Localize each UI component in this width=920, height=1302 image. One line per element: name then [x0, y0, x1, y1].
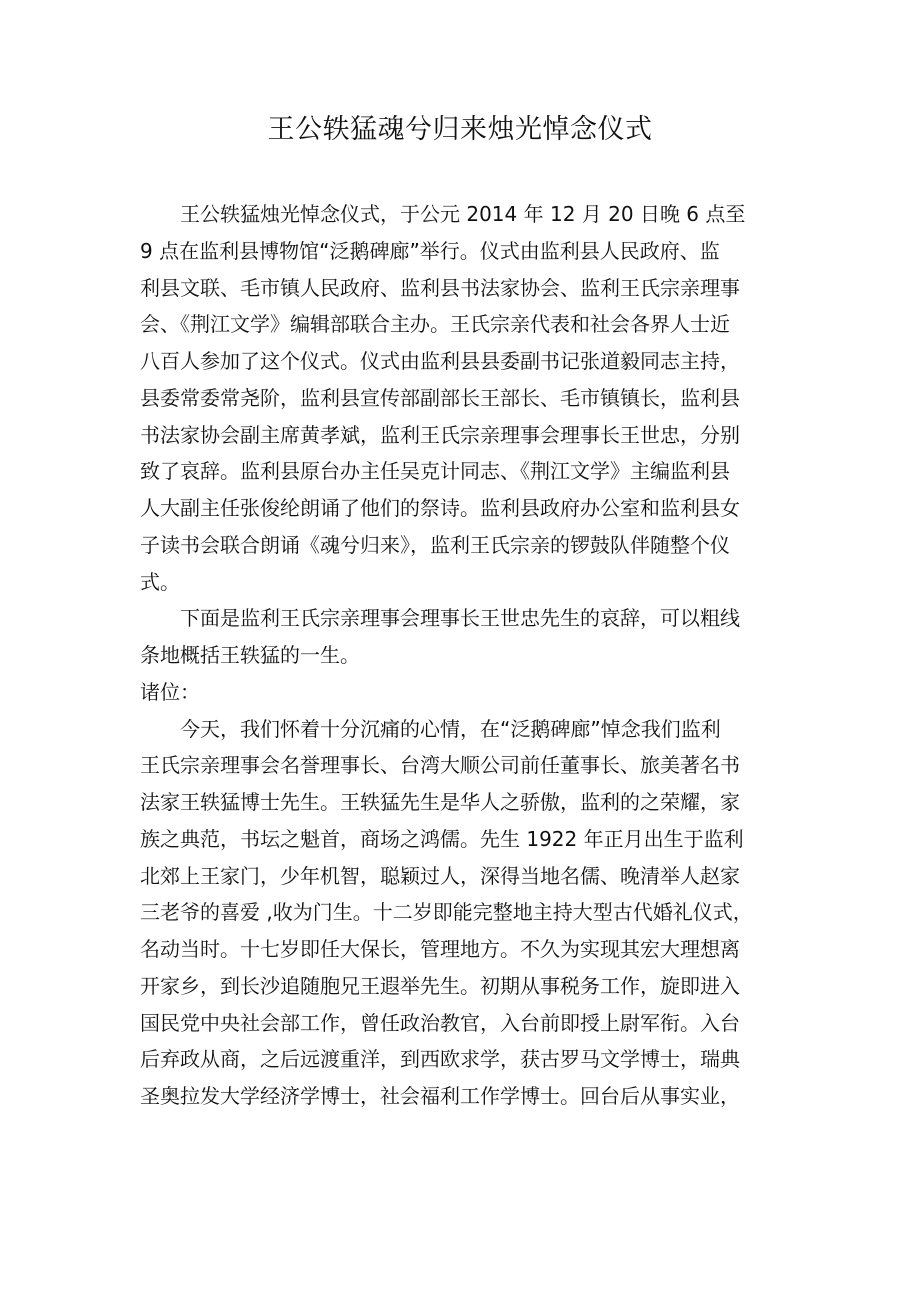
paragraph-line: 王公轶猛烛光悼念仪式，于公元 2014 年 12 月 20 日晚 6 点至 — [180, 202, 746, 226]
paragraph-line: 名动当时。十七岁即任大保长，管理地方。不久为实现其宏大理想离 — [140, 937, 740, 961]
paragraph-line: 条地概括王轶猛的一生。 — [140, 643, 360, 667]
paragraph-line: 族之典范，书坛之魁首，商场之鸿儒。先生 1922 年正月出生于监利 — [140, 826, 744, 851]
document-title: 王公轶猛魂兮归来烛光悼念仪式 — [267, 114, 653, 145]
paragraph-line: 法家王轶猛博士先生。王轶猛先生是华人之骄傲，监利的之荣耀，家 — [140, 790, 740, 814]
paragraph-line: 北郊上王家门，少年机智，聪颖过人，深得当地名儒、晚清举人赵家 — [140, 863, 740, 888]
paragraph-line: 国民党中央社会部工作，曾任政治教官，入台前即授上尉军衔。入台 — [140, 1010, 740, 1035]
paragraph-line: 县委常委常尧阶，监利县宣传部副部长王部长、毛市镇镇长，监利县 — [140, 385, 740, 410]
paragraph-line: 八百人参加了这个仪式。仪式由监利县县委副书记张道毅同志主持， — [140, 349, 740, 373]
paragraph-line: 子读书会联合朗诵《魂兮归来》，监利王氏宗亲的锣鼓队伴随整个仪 — [140, 532, 730, 557]
paragraph-line: 致了哀辞。监利县原台办主任吴克计同志、《荆江文学》主编监利县 — [140, 459, 730, 484]
paragraph-line: 式。 — [140, 569, 180, 594]
paragraph-line: 下面是监利王氏宗亲理事会理事长王世忠先生的哀辞，可以粗线 — [180, 606, 740, 631]
paragraph-line: 开家乡，到长沙追随胞兄王遐举先生。初期从事税务工作，旋即进入 — [140, 973, 740, 998]
paragraph-line: 会、《荆江文学》编辑部联合主办。王氏宗亲代表和社会各界人士近 — [140, 312, 730, 337]
paragraph-line: 王氏宗亲理事会名誉理事长、台湾大顺公司前任董事长、旅美著名书 — [140, 753, 740, 778]
paragraph-line: 今天，我们怀着十分沉痛的心情，在“泛鹅碑廊”悼念我们监利 — [180, 716, 721, 741]
paragraph-line: 书法家协会副主席黄孝斌，监利王氏宗亲理事会理事长王世忠，分别 — [140, 422, 740, 447]
paragraph-line: 圣奥拉发大学经济学博士，社会福利工作学博士。回台后从事实业， — [140, 1084, 740, 1108]
paragraph-line: 后弃政从商，之后远渡重洋，到西欧求学，获古罗马文学博士，瑞典 — [140, 1047, 740, 1072]
document-body — [140, 196, 790, 1115]
paragraph-line: 9 点在监利县博物馆“泛鹅碑廊”举行。仪式由监利县人民政府、监 — [140, 238, 720, 263]
paragraph-line: 人大副主任张俊纶朗诵了他们的祭诗。监利县政府办公室和监利县女 — [140, 496, 740, 520]
paragraph-line: 利县文联、毛市镇人民政府、监利县书法家协会、监利王氏宗亲理事 — [140, 275, 740, 300]
paragraph-line: 三老爷的喜爱 ,收为门生。十二岁即能完整地主持大型古代婚礼仪式， — [140, 900, 753, 925]
salutation-line: 诸位： — [140, 679, 200, 704]
